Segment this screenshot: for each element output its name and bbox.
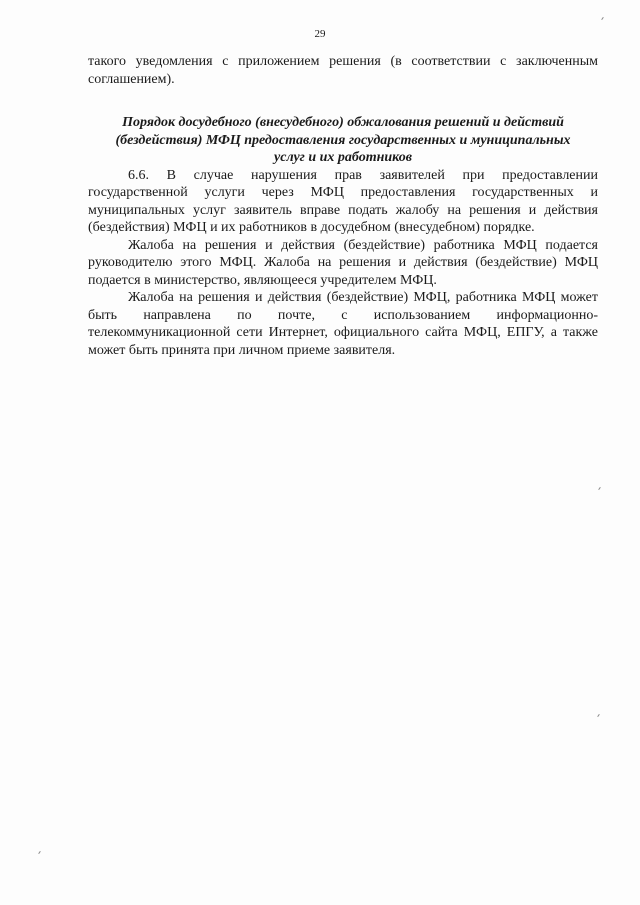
heading-line: (бездействия) МФЦ предоставления государственных и муниципальных [115,132,571,148]
page-number: 29 [314,28,326,40]
scan-speck [597,714,600,717]
scan-speck [38,851,41,854]
paragraph-complaint-channels: Жалоба на решения и действия (бездействие) МФЦ, работника МФЦ может быть направлена по почте, с использованием информационно-телекоммуникационной сети Интернет, официального сайта МФЦ, ЕПГУ, а также может быть принята при личном приеме заявителя. [88,290,598,358]
paragraph-complaint-recipient: Жалоба на решения и действия (бездействие) работника МФЦ подается руководителю этого МФЦ. Жалоба на решения и действия (бездействие) МФЦ подается в министерство, являющееся учредителем МФЦ. [88,237,598,288]
scan-speck [601,17,604,20]
heading-line: услуг и их работников [274,150,412,165]
continuation-paragraph: такого уведомления с приложением решения (в соответствии с заключенным соглашением). [88,54,598,87]
section-heading [88,114,598,167]
heading-line: Порядок досудебного (внесудебного) обжалования решений и действий [122,115,564,130]
scan-speck [598,487,601,490]
paragraph-6-6: 6.6. В случае нарушения прав заявителей при предоставлении государственной услуги через МФЦ предоставления государственных и муниципальных услуг заявитель вправе подать жалобу на решения и действия (бездействия) МФЦ и их работников в досудебном (внесудебном) порядке. [88,167,598,235]
document-body [88,53,598,359]
